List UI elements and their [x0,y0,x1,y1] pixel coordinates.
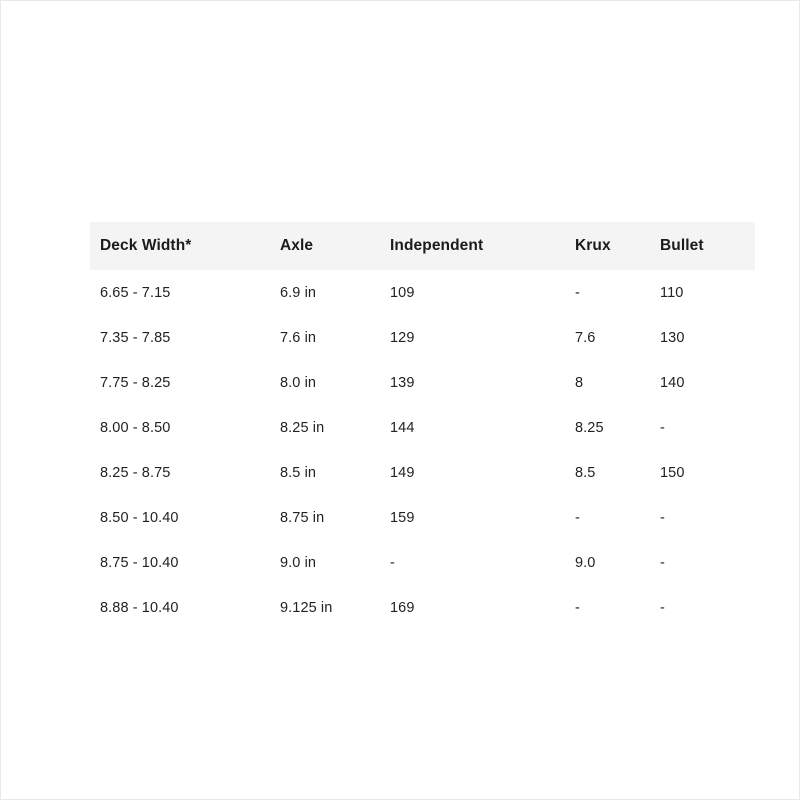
cell-axle: 8.25 in [280,419,325,436]
cell-bullet: - [660,419,665,436]
cell-independent: 159 [390,509,415,526]
cell-krux: 8 [575,374,584,391]
cell-independent: 144 [390,419,415,436]
truck-size-table [90,222,755,630]
table-row [90,315,755,360]
truck-size-table-container [90,222,745,630]
cell-deck-width: 8.25 - 8.75 [100,464,171,481]
cell-deck-width: 8.50 - 10.40 [100,509,179,526]
table-header [90,222,755,270]
table-row [90,495,755,540]
column-header-krux: Krux [575,237,611,254]
cell-deck-width: 7.35 - 7.85 [100,329,171,346]
cell-krux: - [575,599,580,616]
table-row [90,585,755,630]
column-header-axle: Axle [280,237,314,254]
cell-krux: - [575,284,580,301]
cell-bullet: - [660,554,665,571]
cell-axle: 8.0 in [280,374,317,391]
cell-axle: 9.125 in [280,599,333,616]
table-row [90,450,755,495]
table-body [90,270,755,630]
cell-bullet: 130 [660,329,685,346]
table-row [90,540,755,585]
cell-krux: 8.5 [575,464,596,481]
table-row [90,405,755,450]
column-header-independent: Independent [390,237,484,254]
cell-bullet: 110 [660,284,684,301]
cell-bullet: 140 [660,374,685,391]
column-header-bullet: Bullet [660,237,704,254]
cell-deck-width: 7.75 - 8.25 [100,374,171,391]
cell-axle: 7.6 in [280,329,317,346]
table-row [90,270,755,315]
cell-bullet: - [660,509,665,526]
cell-krux: - [575,509,580,526]
cell-krux: 8.25 [575,419,604,436]
cell-deck-width: 8.00 - 8.50 [100,419,171,436]
cell-independent: 149 [390,464,415,481]
cell-independent: 109 [390,284,415,301]
cell-axle: 6.9 in [280,284,317,301]
cell-axle: 9.0 in [280,554,317,571]
cell-independent: - [390,554,395,571]
cell-krux: 7.6 [575,329,596,346]
cell-independent: 169 [390,599,415,616]
cell-bullet: - [660,599,665,616]
cell-deck-width: 6.65 - 7.15 [100,284,171,301]
cell-independent: 129 [390,329,415,346]
cell-deck-width: 8.75 - 10.40 [100,554,179,571]
column-header-deck-width: Deck Width* [100,237,192,254]
table-row [90,360,755,405]
cell-bullet: 150 [660,464,685,481]
cell-axle: 8.5 in [280,464,317,481]
cell-deck-width: 8.88 - 10.40 [100,599,179,616]
cell-independent: 139 [390,374,415,391]
cell-axle: 8.75 in [280,509,325,526]
cell-krux: 9.0 [575,554,596,571]
table-header-row [90,222,755,270]
